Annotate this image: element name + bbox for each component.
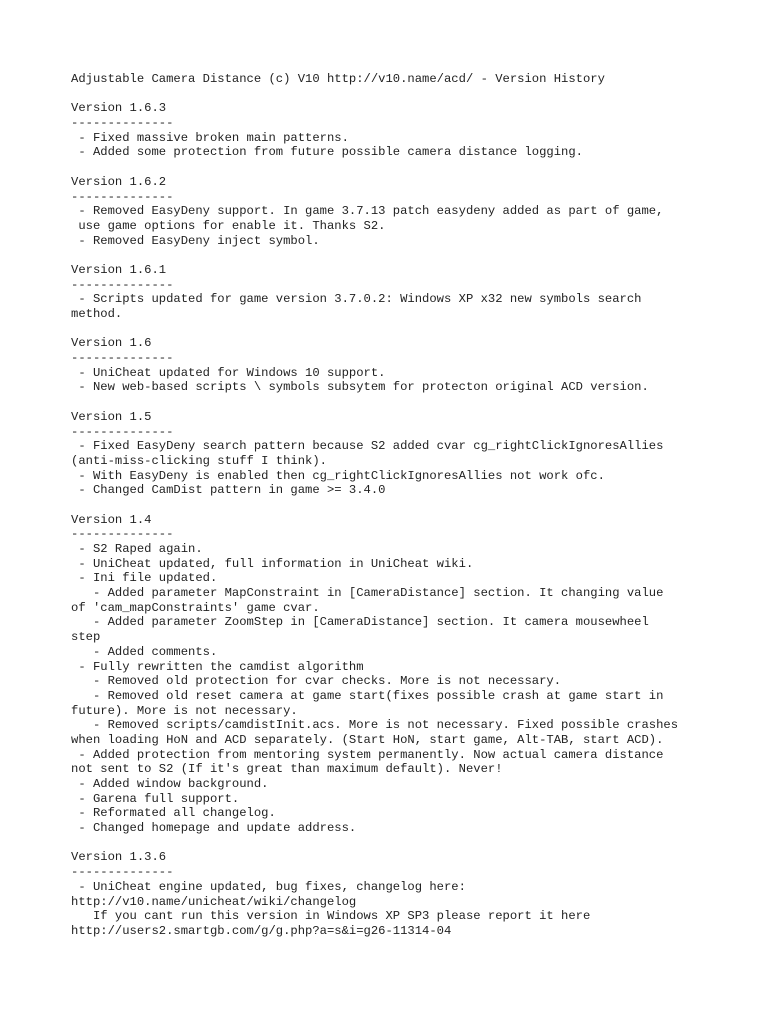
version-section <box>71 513 761 836</box>
version-heading: Version 1.6.3 <box>71 101 167 116</box>
changelog-line: - UniCheat engine updated, bug fixes, changelog here: <box>71 879 466 894</box>
blank-line <box>71 87 761 102</box>
changelog-url: http://v10.name/unicheat/wiki/changelog <box>71 894 357 909</box>
heading-rule: -------------- <box>71 527 174 542</box>
document-title: Adjustable Camera Distance (c) V10 http://v10.name/acd/ - Version History <box>71 72 605 86</box>
version-section <box>71 850 761 938</box>
heading-rule: -------------- <box>71 277 174 292</box>
changelog-line: - UniCheat updated for Windows 10 support. <box>71 365 386 380</box>
changelog-line: - Added parameter ZoomStep in [CameraDistance] section. It camera mousewheel <box>71 615 649 630</box>
version-heading: Version 1.6 <box>71 336 152 351</box>
changelog-line: future). More is not necessary. <box>71 703 298 718</box>
changelog-line: - Added protection from mentoring system permanently. Now actual camera distance <box>71 747 664 762</box>
changelog-line: step <box>71 630 101 645</box>
changelog-line: - S2 Raped again. <box>71 542 203 556</box>
blank-line <box>71 395 761 410</box>
changelog-line: - Changed homepage and update address. <box>71 821 357 836</box>
changelog-line: - Reformated all changelog. <box>71 806 276 821</box>
changelog-line: - Removed old protection for cvar checks. More is not necessary. <box>71 674 562 689</box>
version-section <box>71 336 761 395</box>
changelog-line: of 'cam_mapConstraints' game cvar. <box>71 600 320 615</box>
changelog-line: (anti-miss-clicking stuff I think). <box>71 453 327 468</box>
changelog-line: - Fixed massive broken main patterns. <box>71 130 349 145</box>
version-section <box>71 101 761 160</box>
blank-line <box>71 160 761 175</box>
changelog-line: - Scripts updated for game version 3.7.0.2: Windows XP x32 new symbols search <box>71 292 642 307</box>
changelog-line: - Removed old reset camera at game start(fixes possible crash at game start in <box>71 688 664 703</box>
version-heading: Version 1.5 <box>71 409 152 424</box>
changelog-line: when loading HoN and ACD separately. (Start HoN, start game, Alt-TAB, start ACD). <box>71 732 664 747</box>
version-heading: Version 1.3.6 <box>71 850 167 865</box>
changelog-line: - UniCheat updated, full information in UniCheat wiki. <box>71 556 474 571</box>
version-heading: Version 1.6.2 <box>71 174 167 189</box>
version-heading: Version 1.6.1 <box>71 262 167 277</box>
version-section <box>71 175 761 248</box>
changelog-line: - Added window background. <box>71 777 269 791</box>
version-heading: Version 1.4 <box>71 512 152 527</box>
heading-rule: -------------- <box>71 424 174 439</box>
heading-rule: -------------- <box>71 351 174 366</box>
blank-line <box>71 322 761 337</box>
heading-rule: -------------- <box>71 189 174 204</box>
blank-line <box>71 498 761 513</box>
blank-line <box>71 248 761 263</box>
changelog-line: - Added parameter MapConstraint in [CameraDistance] section. It changing value <box>71 586 664 601</box>
heading-rule: -------------- <box>71 865 174 880</box>
changelog-line: - Added some protection from future possible camera distance logging. <box>71 145 583 160</box>
changelog-line: - Added comments. <box>71 644 218 659</box>
changelog-url: http://users2.smartgb.com/g/g.php?a=s&i=g26-11314-04 <box>71 923 452 938</box>
version-section <box>71 410 761 498</box>
changelog-line: use game options for enable it. Thanks S2. <box>71 218 386 233</box>
changelog-line: - Removed scripts/camdistInit.acs. More is not necessary. Fixed possible crashes <box>71 718 679 733</box>
changelog-line: - Ini file updated. <box>71 571 218 586</box>
changelog-line: - New web-based scripts \ symbols subsytem for protecton original ACD version. <box>71 380 649 395</box>
changelog-line: If you cant run this version in Windows XP SP3 please report it here <box>71 909 591 924</box>
changelog-line: - Changed CamDist pattern in game >= 3.4.0 <box>71 483 386 498</box>
changelog-line: - Removed EasyDeny support. In game 3.7.13 patch easydeny added as part of game, <box>71 204 664 219</box>
blank-line <box>71 836 761 851</box>
changelog-line: - Fully rewritten the camdist algorithm <box>71 659 364 674</box>
changelog-line: - Fixed EasyDeny search pattern because S2 added cvar cg_rightClickIgnoresAllies <box>71 439 664 454</box>
changelog-line: not sent to S2 (If it's great than maximum default). Never! <box>71 762 503 777</box>
heading-rule: -------------- <box>71 116 174 131</box>
changelog-line: method. <box>71 307 123 321</box>
version-section <box>71 263 761 322</box>
changelog-line: - Removed EasyDeny inject symbol. <box>71 233 320 248</box>
changelog-document <box>71 72 761 939</box>
changelog-line: - Garena full support. <box>71 791 240 806</box>
changelog-line: - With EasyDeny is enabled then cg_rightClickIgnoresAllies not work ofc. <box>71 468 605 483</box>
